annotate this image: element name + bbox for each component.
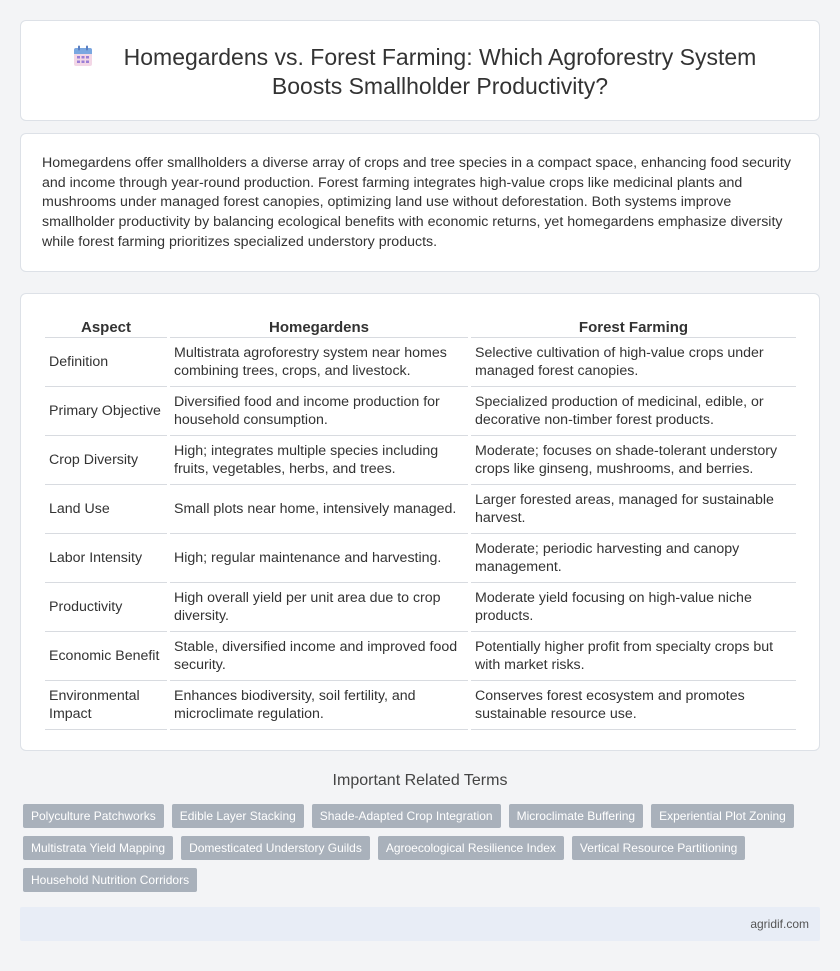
table-row: [45, 583, 796, 632]
cell-forest-farming: Potentially higher profit from specialty crops but with market risks.: [471, 632, 796, 681]
cell-forest-farming: Moderate yield focusing on high-value niche products.: [471, 583, 796, 632]
comparison-table-card: [20, 293, 820, 751]
header-homegardens: Homegardens: [170, 314, 468, 338]
cell-aspect: Land Use: [45, 485, 167, 534]
cell-forest-farming: Moderate; periodic harvesting and canopy management.: [471, 534, 796, 583]
related-term-tag[interactable]: Edible Layer Stacking: [172, 804, 304, 828]
cell-homegardens: Diversified food and income production for household consumption.: [170, 387, 468, 436]
table-row: [45, 387, 796, 436]
cell-aspect: Primary Objective: [45, 387, 167, 436]
cell-aspect: Productivity: [45, 583, 167, 632]
table-row: [45, 338, 796, 387]
cell-homegardens: High; regular maintenance and harvesting.: [170, 534, 468, 583]
related-term-tag[interactable]: Domesticated Understory Guilds: [181, 836, 370, 860]
related-terms-list: [23, 804, 803, 900]
title-card: [20, 20, 820, 121]
related-term-tag[interactable]: Shade-Adapted Crop Integration: [312, 804, 501, 828]
summary-card: [20, 133, 820, 272]
related-term-tag[interactable]: Vertical Resource Partitioning: [572, 836, 745, 860]
table-row: [45, 436, 796, 485]
related-term-tag[interactable]: Microclimate Buffering: [509, 804, 644, 828]
summary-paragraph: Homegardens offer smallholders a diverse array of crops and tree species in a compact space, enhancing food security and income through year-round production. Forest farming integrates high-value crops like medicinal plants and mushrooms under managed forest canopies, optimizing land use without deforestation. Both systems improve smallholder productivity by balancing ecological benefits with economic returns, yet homegardens emphasize diversity while forest farming prioritizes specialized understory products.: [42, 155, 791, 250]
page-title: Homegardens vs. Forest Farming: Which Agroforestry System Boosts Smallholder Productivity?: [123, 44, 757, 99]
table-row: [45, 632, 796, 681]
related-term-tag[interactable]: Multistrata Yield Mapping: [23, 836, 173, 860]
footer-bar: [20, 907, 820, 941]
cell-homegardens: Small plots near home, intensively managed.: [170, 485, 468, 534]
cell-forest-farming: Specialized production of medicinal, edible, or decorative non-timber forest products.: [471, 387, 796, 436]
related-term-tag[interactable]: Experiential Plot Zoning: [651, 804, 794, 828]
header-aspect: Aspect: [45, 314, 167, 338]
related-term-tag[interactable]: Agroecological Resilience Index: [378, 836, 564, 860]
table-row: [45, 681, 796, 730]
cell-aspect: Environmental Impact: [45, 681, 167, 730]
cell-homegardens: High; integrates multiple species including fruits, vegetables, herbs, and trees.: [170, 436, 468, 485]
related-term-tag[interactable]: Polyculture Patchworks: [23, 804, 164, 828]
cell-aspect: Labor Intensity: [45, 534, 167, 583]
cell-homegardens: Multistrata agroforestry system near homes combining trees, crops, and livestock.: [170, 338, 468, 387]
header-forest-farming: Forest Farming: [471, 314, 796, 338]
table-header-row: [45, 314, 796, 338]
table-row: [45, 485, 796, 534]
cell-aspect: Crop Diversity: [45, 436, 167, 485]
related-terms-heading: Important Related Terms: [332, 772, 508, 789]
related-term-tag[interactable]: Household Nutrition Corridors: [23, 868, 197, 892]
cell-forest-farming: Larger forested areas, managed for sustainable harvest.: [471, 485, 796, 534]
cell-homegardens: Stable, diversified income and improved food security.: [170, 632, 468, 681]
cell-forest-farming: Selective cultivation of high-value crops under managed forest canopies.: [471, 338, 796, 387]
cell-aspect: Economic Benefit: [45, 632, 167, 681]
table-row: [45, 534, 796, 583]
cell-aspect: Definition: [45, 338, 167, 387]
cell-forest-farming: Moderate; focuses on shade-tolerant understory crops like ginseng, mushrooms, and berries.: [471, 436, 796, 485]
cell-forest-farming: Conserves forest ecosystem and promotes sustainable resource use.: [471, 681, 796, 730]
comparison-table: [42, 314, 799, 730]
cell-homegardens: Enhances biodiversity, soil fertility, and microclimate regulation.: [170, 681, 468, 730]
footer-site-link[interactable]: agridif.com: [750, 917, 809, 931]
cell-homegardens: High overall yield per unit area due to crop diversity.: [170, 583, 468, 632]
